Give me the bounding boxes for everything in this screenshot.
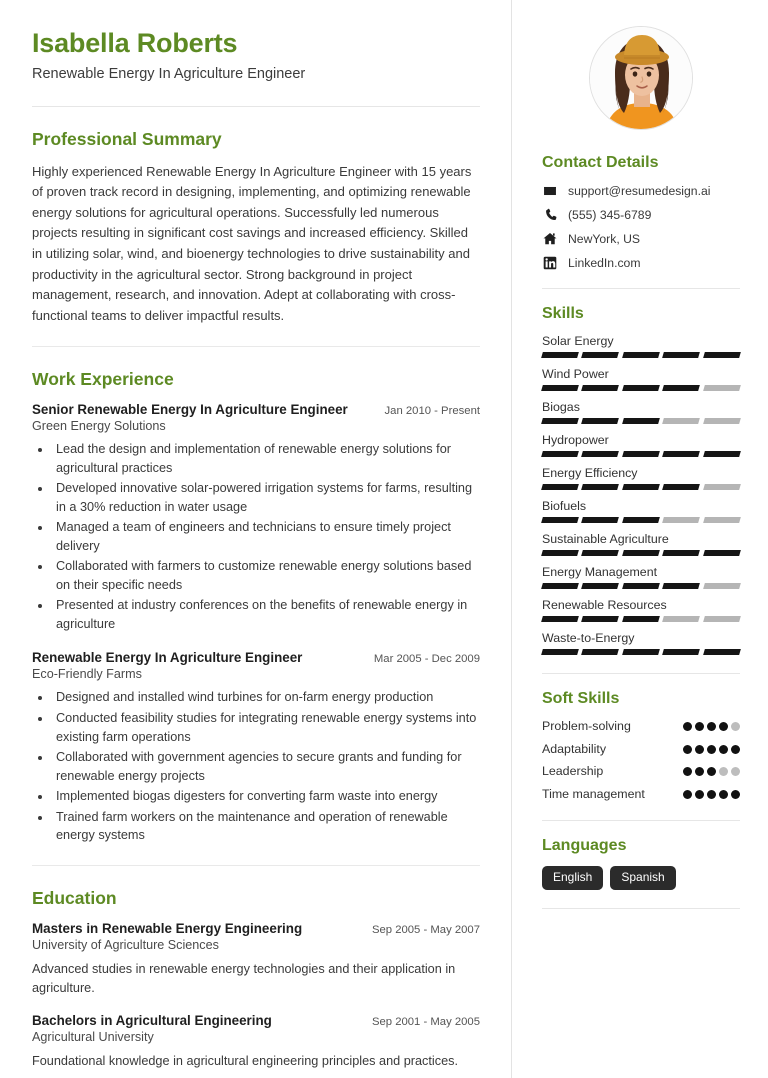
work-bullet-list [52, 440, 480, 633]
skill-level-segment [582, 385, 620, 391]
rating-dot [719, 790, 728, 799]
education-school: University of Agriculture Sciences [32, 937, 219, 952]
section-title-work: Work Experience [32, 369, 174, 390]
skill-level-bar [542, 451, 740, 457]
avatar [589, 26, 693, 130]
skill-level-segment [622, 550, 660, 556]
skill-level-segment [582, 649, 620, 655]
skill-level-segment [662, 649, 700, 655]
work-entry-header [32, 650, 480, 665]
work-entry [32, 650, 480, 844]
skill-row [542, 598, 740, 622]
skills-list [542, 334, 740, 655]
photo-container [542, 26, 740, 130]
skill-name: Waste-to-Energy [542, 631, 635, 645]
skill-level-bar [542, 352, 740, 358]
linkedin-icon [542, 255, 557, 270]
contact-divider [542, 288, 740, 289]
skill-level-segment [703, 616, 741, 622]
skill-level-segment [622, 385, 660, 391]
education-entry [32, 1013, 480, 1071]
header-block [32, 28, 480, 84]
skill-name: Wind Power [542, 367, 609, 381]
section-title-education: Education [32, 887, 117, 908]
skill-row [542, 532, 740, 556]
rating-dot [695, 790, 704, 799]
work-bullet: • Trained farm workers on the maintenance and operation of renewable energy systems [52, 808, 480, 845]
work-bullet: • Collaborated with farmers to customize renewable energy solutions based on their specific needs [52, 557, 480, 594]
candidate-headline: Renewable Energy In Agriculture Engineer [32, 66, 306, 83]
section-languages [542, 837, 740, 890]
contact-row[interactable] [542, 255, 740, 270]
skill-level-segment [662, 484, 700, 490]
candidate-name: Isabella Roberts [32, 28, 238, 58]
language-tag: English [542, 866, 603, 890]
section-title-soft-skills: Soft Skills [542, 690, 620, 707]
work-date-range: Mar 2005 - Dec 2009 [373, 653, 480, 666]
contact-row[interactable] [542, 207, 740, 222]
soft-skill-row [542, 719, 740, 735]
skill-level-segment [541, 550, 579, 556]
contact-list [542, 183, 740, 270]
skill-level-segment [703, 451, 741, 457]
education-entry-header [32, 921, 480, 936]
education-date-range: Sep 2001 - May 2005 [371, 1016, 480, 1029]
skill-level-segment [703, 352, 741, 358]
skill-name: Energy Efficiency [542, 466, 638, 480]
summary-divider [32, 346, 480, 347]
rating-dot [731, 722, 740, 731]
work-company: Green Energy Solutions [32, 419, 166, 434]
skill-level-segment [622, 451, 660, 457]
skill-level-segment [541, 517, 579, 523]
education-school: Agricultural University [32, 1030, 154, 1045]
skill-level-segment [541, 418, 579, 424]
rating-dot [707, 745, 716, 754]
soft-skill-rating [683, 742, 740, 754]
work-role: Senior Renewable Energy In Agriculture Engineer [32, 402, 348, 418]
skill-level-bar [542, 517, 740, 523]
section-work-experience [32, 369, 480, 845]
work-entry [32, 402, 480, 633]
rating-dot [683, 790, 692, 799]
skill-level-segment [662, 352, 700, 358]
skill-level-bar [542, 484, 740, 490]
section-soft-skills [542, 690, 740, 802]
skill-level-segment [622, 583, 660, 589]
skill-level-segment [703, 418, 741, 424]
education-description: Foundational knowledge in agricultural engineering principles and practices. [32, 1054, 458, 1069]
skill-name: Energy Management [542, 565, 658, 579]
header-divider [32, 106, 480, 107]
skill-name: Biogas [542, 400, 580, 414]
skills-divider [542, 673, 740, 674]
sidebar-column [512, 0, 768, 1078]
section-title-languages: Languages [542, 837, 627, 854]
rating-dot [683, 722, 692, 731]
skill-level-segment [582, 418, 620, 424]
education-date-range: Sep 2005 - May 2007 [371, 923, 480, 936]
rating-dot [731, 745, 740, 754]
skill-level-segment [662, 616, 700, 622]
soft-skill-row [542, 787, 740, 803]
skill-level-segment [662, 451, 700, 457]
work-bullet: • Implemented biogas digesters for converting farm waste into energy [52, 787, 480, 806]
rating-dot [731, 790, 740, 799]
rating-dot [683, 767, 692, 776]
education-degree: Masters in Renewable Energy Engineering [32, 920, 303, 936]
section-title-skills: Skills [542, 305, 584, 322]
skill-row [542, 334, 740, 358]
section-title-summary: Professional Summary [32, 128, 222, 149]
work-divider [32, 865, 480, 866]
skill-level-segment [703, 517, 741, 523]
contact-value: LinkedIn.com [568, 255, 641, 270]
skill-level-bar [542, 583, 740, 589]
soft-skill-rating [683, 719, 740, 731]
skill-level-segment [582, 451, 620, 457]
phone-icon [542, 207, 557, 222]
rating-dot [695, 767, 704, 776]
section-skills [542, 305, 740, 655]
skill-level-segment [582, 517, 620, 523]
skill-level-segment [541, 484, 579, 490]
skill-level-segment [662, 517, 700, 523]
skill-row [542, 400, 740, 424]
rating-dot [695, 722, 704, 731]
skill-level-segment [582, 583, 620, 589]
soft-skill-name: Adaptability [542, 741, 607, 756]
skill-level-bar [542, 418, 740, 424]
skill-row [542, 499, 740, 523]
skill-level-segment [703, 649, 741, 655]
work-bullet: • Collaborated with government agencies to secure grants and funding for renewable energy projects [52, 748, 480, 785]
skill-level-bar [542, 385, 740, 391]
skill-level-segment [662, 583, 700, 589]
work-entry-header [32, 402, 480, 417]
work-bullet: • Managed a team of engineers and technicians to ensure timely project delivery [52, 518, 480, 555]
skill-level-segment [703, 550, 741, 556]
skill-level-segment [541, 583, 579, 589]
skill-name: Sustainable Agriculture [542, 532, 669, 546]
skill-level-segment [622, 484, 660, 490]
skill-level-segment [541, 649, 579, 655]
skill-row [542, 466, 740, 490]
languages-divider [542, 908, 740, 909]
skill-level-segment [622, 352, 660, 358]
rating-dot [719, 722, 728, 731]
skill-name: Solar Energy [542, 334, 614, 348]
contact-row[interactable] [542, 231, 740, 246]
profile-photo-illustration [590, 27, 693, 130]
contact-value: NewYork, US [568, 231, 641, 246]
skill-level-segment [662, 550, 700, 556]
skill-level-segment [622, 649, 660, 655]
contact-value: (555) 345-6789 [568, 207, 652, 222]
skill-level-segment [703, 583, 741, 589]
skill-level-bar [542, 550, 740, 556]
soft-skills-divider [542, 820, 740, 821]
skill-name: Renewable Resources [542, 598, 667, 612]
rating-dot [707, 722, 716, 731]
skill-name: Hydropower [542, 433, 609, 447]
summary-text: Highly experienced Renewable Energy In Agriculture Engineer with 15 years of proven track record in designing, implementing, and optimizing renewable energy solutions for agricultural operations. Successfully led numerous projects resulting in significant cost savings and increased efficiency. Skilled in utilizing solar, wind, and bioenergy technologies to drive sustainability and productivity in the agricultural sector. Strong background in project management, research, and innovation. Adept at collaborating with cross-functional teams to deliver impactful results. [32, 163, 472, 323]
contact-value: support@resumedesign.ai [568, 183, 711, 198]
education-entry [32, 921, 480, 998]
skill-row [542, 631, 740, 655]
soft-skill-name: Leadership [542, 764, 604, 778]
section-education [32, 888, 480, 1071]
skill-level-segment [582, 352, 620, 358]
skill-row [542, 367, 740, 391]
soft-skill-rating [683, 787, 740, 799]
column-divider [511, 0, 512, 1078]
education-degree: Bachelors in Agricultural Engineering [32, 1013, 272, 1029]
home-icon [542, 231, 557, 246]
skill-level-segment [541, 616, 579, 622]
section-title-contact: Contact Details [542, 154, 659, 171]
soft-skill-row [542, 764, 740, 780]
skill-level-segment [622, 616, 660, 622]
skill-row [542, 565, 740, 589]
skill-level-segment [541, 451, 579, 457]
skill-level-segment [662, 385, 700, 391]
contact-row[interactable] [542, 183, 740, 198]
rating-dot [731, 767, 740, 776]
work-company: Eco-Friendly Farms [32, 667, 142, 682]
section-professional-summary [32, 129, 480, 326]
skill-level-bar [542, 616, 740, 622]
rating-dot [683, 745, 692, 754]
language-list [542, 866, 740, 890]
soft-skill-name: Time management [542, 786, 645, 801]
skill-level-bar [542, 649, 740, 655]
skill-level-segment [541, 385, 579, 391]
skill-level-segment [541, 352, 579, 358]
soft-skill-name: Problem-solving [542, 719, 631, 733]
soft-skill-row [542, 742, 740, 758]
work-bullet: • Designed and installed wind turbines for on-farm energy production [52, 688, 480, 707]
skill-level-segment [582, 484, 620, 490]
skill-level-segment [703, 385, 741, 391]
work-bullet: • Lead the design and implementation of renewable energy solutions for agricultural practices [52, 440, 480, 477]
work-entry-list [32, 402, 480, 845]
work-role: Renewable Energy In Agriculture Engineer [32, 650, 303, 666]
education-entry-list [32, 921, 480, 1071]
skill-level-segment [622, 517, 660, 523]
education-entry-header [32, 1013, 480, 1028]
soft-skills-list [542, 719, 740, 802]
skill-level-segment [703, 484, 741, 490]
section-contact-details [542, 154, 740, 270]
work-bullet: • Developed innovative solar-powered irrigation systems for farms, resulting in a 30% reduction in water usage [52, 479, 480, 516]
skill-name: Biofuels [542, 499, 587, 513]
skill-level-segment [662, 418, 700, 424]
soft-skill-rating [683, 764, 740, 776]
skill-row [542, 433, 740, 457]
work-bullet: • Presented at industry conferences on the benefits of renewable energy in agriculture [52, 596, 480, 633]
skill-level-segment [582, 616, 620, 622]
rating-dot [707, 790, 716, 799]
envelope-icon [542, 183, 557, 198]
skill-level-segment [622, 418, 660, 424]
work-date-range: Jan 2010 - Present [384, 405, 480, 418]
education-description: Advanced studies in renewable energy technologies and their application in agriculture. [32, 961, 456, 995]
rating-dot [695, 745, 704, 754]
rating-dot [719, 767, 728, 776]
language-tag: Spanish [610, 866, 675, 890]
work-bullet-list [52, 688, 480, 844]
rating-dot [719, 745, 728, 754]
work-bullet: • Conducted feasibility studies for integrating renewable energy systems into existing farm operations [52, 709, 480, 746]
rating-dot [707, 767, 716, 776]
skill-level-segment [582, 550, 620, 556]
